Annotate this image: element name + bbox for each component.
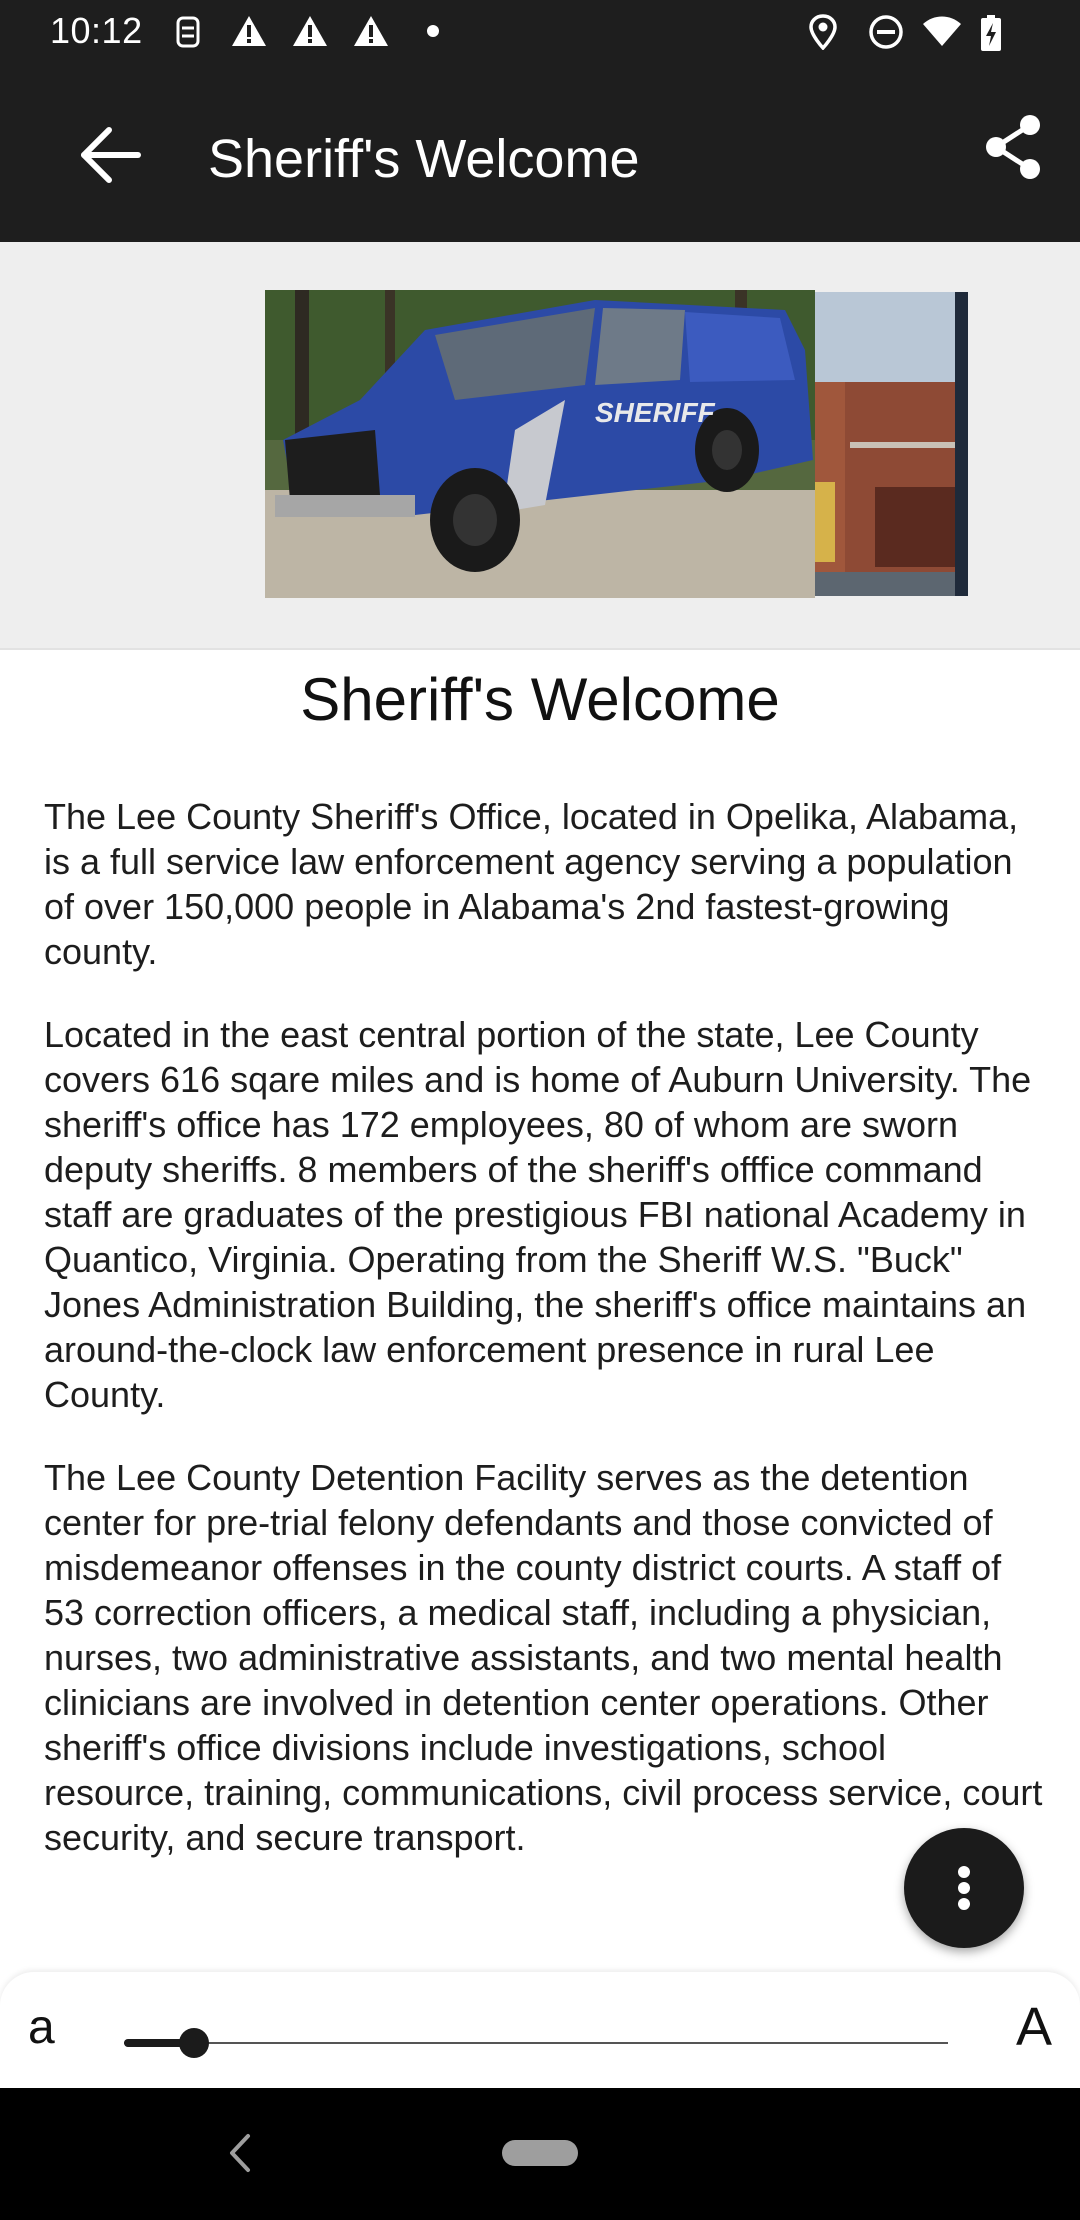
paragraph: The Lee County Sheriff's Office, located in Opelika, Alabama, is a full service law enforcement agency serving a population of over 150,000 people in Alabama's 2nd fastest-growing county. <box>44 796 1019 972</box>
page-heading: Sheriff's Welcome <box>300 666 780 733</box>
svg-text:SHERIFF: SHERIFF <box>595 397 715 428</box>
alert-icon <box>230 14 268 48</box>
status-time: 10:12 <box>50 10 143 51</box>
text-size-slider[interactable] <box>124 2042 948 2044</box>
home-pill-icon[interactable] <box>502 2140 578 2166</box>
more-options-button[interactable] <box>904 1828 1024 1948</box>
app-bar-title: Sheriff's Welcome <box>208 129 640 189</box>
large-text-label: A <box>1016 1997 1053 2057</box>
small-text-label: a <box>28 2001 55 2054</box>
do-not-disturb-icon <box>868 14 904 50</box>
system-nav-bar <box>0 2088 1080 2220</box>
alert-icon <box>291 14 329 48</box>
sim-icon <box>172 14 204 50</box>
more-vert-icon-dot <box>958 1882 970 1894</box>
text-size-bar <box>0 1972 1080 2088</box>
more-vert-icon <box>958 1866 970 1878</box>
location-icon <box>808 14 838 50</box>
slider-thumb[interactable] <box>179 2028 209 2058</box>
app-bar <box>0 66 1080 242</box>
paragraph: Located in the east central portion of the state, Lee County covers 616 sqare miles and is home of Auburn University. The sheriff's office has 172 employees, 80 of whom are sworn deputy sheriffs. 8 members of the sheriff's offfice command staff are graduates of the prestigious FBI national Academy in Quantico, Virginia. Operating from the Sheriff W.S. "Buck" Jones Administration Building, the sheriff's office maintains an around-the-clock law enforcement presence in rural Lee County. <box>44 1014 1032 1415</box>
nav-back-icon[interactable] <box>224 2130 254 2176</box>
share-icon[interactable] <box>982 112 1046 182</box>
battery-charging-icon <box>980 14 1002 52</box>
more-vert-icon-dot <box>958 1898 970 1910</box>
alert-icon <box>352 14 390 48</box>
status-bar <box>0 0 1080 66</box>
arrow-back-icon[interactable] <box>76 120 146 190</box>
paragraph: The Lee County Detention Facility serves as the detention center for pre-trial felony defendants and those convicted of misdemeanor offenses in the county district courts. A staff of 53 correction officers, a medical staff, including a physician, nurses, two administrative assistants, and two mental health clinicians are involved in detention center operations. Other sheriff's office divisions include investigations, school resource, training, communications, civil process service, court security, and secure transport. <box>44 1457 1043 1858</box>
building-photo[interactable] <box>815 292 968 596</box>
dot-icon <box>426 24 440 38</box>
article-body <box>44 794 1044 1898</box>
sheriff-vehicle-photo[interactable] <box>265 290 815 598</box>
wifi-icon <box>922 14 962 48</box>
image-carousel[interactable] <box>0 242 1080 650</box>
